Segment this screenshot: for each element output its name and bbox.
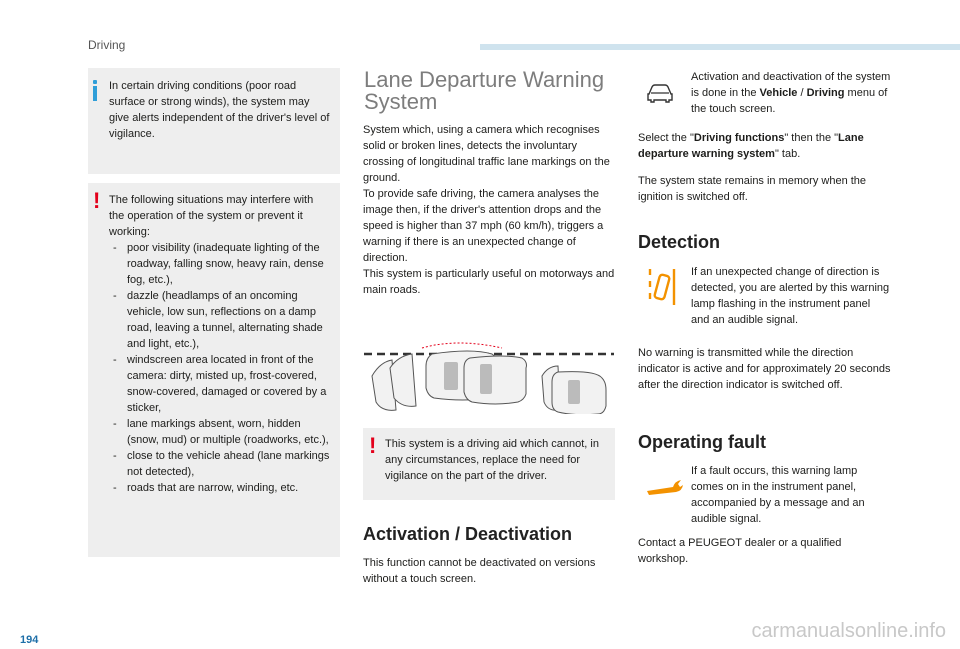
list-item: - dazzle (headlamps of an oncoming vehicle, low sun, reflections on a damp road, leaving a tunnel, alternating shade and light, etc.), — [109, 288, 331, 352]
page-title — [364, 69, 614, 113]
memory-text: The system state remains in memory when the ignition is switched off. — [638, 175, 867, 203]
list-item: - windscreen area located in front of the camera: dirty, misted up, frost-covered, snow-covered, damaged or covered by a sticker, — [109, 352, 331, 416]
intro-paragraph: System which, using a camera which recognises solid or broken lines, detects the involuntary crossing of longitudinal traffic lane markings on the ground. — [363, 124, 610, 184]
text-fragment: / — [797, 87, 807, 99]
watermark: carmanualsonline.info — [751, 620, 946, 642]
activation-text: This function cannot be deactivated on versions without a touch screen. — [363, 557, 596, 585]
title-line-2: System — [364, 89, 438, 114]
warning-icon: ! — [369, 433, 377, 458]
text-fragment: " then the " — [784, 132, 839, 144]
detection-heading: Detection — [638, 232, 721, 252]
info-icon — [93, 80, 97, 102]
list-item: - poor visibility (inadequate lighting of the roadway, falling snow, heavy rain, dense fog, etc.), — [109, 240, 331, 288]
lane-departure-warning-lamp-icon — [646, 267, 678, 307]
driving-aid-warning-text: This system is a driving aid which cannot, in any circumstances, replace the need for vigilance on the part of the driver. — [385, 438, 599, 482]
select-tab-text — [638, 130, 894, 162]
menu-vehicle: Vehicle — [759, 87, 798, 99]
menu-driving: Driving — [806, 87, 845, 99]
lane-departure-tab-label: Lane departure warning system — [638, 132, 864, 160]
text-fragment: " tab. — [774, 148, 801, 160]
fault-text: If a fault occurs, this warning lamp comes on in the instrument panel, accompanied by a message and an audible signal. — [691, 465, 865, 525]
list-item: - lane markings absent, worn, hidden (snow, mud) or multiple (roadworks, etc.), — [109, 416, 331, 448]
contact-text: Contact a PEUGEOT dealer or a qualified workshop. — [638, 537, 842, 565]
warning-icon: ! — [93, 188, 101, 213]
activation-menu-text — [691, 69, 891, 117]
info-text: In certain driving conditions (poor road surface or strong winds), the system may give alerts independent of the driver's level of vigilance. — [109, 80, 330, 140]
title-line-1: Lane Departure Warning — [364, 67, 605, 92]
intro-text — [363, 122, 615, 298]
car-icon — [645, 82, 675, 104]
warning-intro: The following situations may interfere with the operation of the system or prevent it working: — [109, 194, 314, 238]
wrench-icon — [645, 477, 685, 497]
driving-functions-label: Driving functions — [693, 132, 785, 144]
detection-text: If an unexpected change of direction is detected, you are alerted by this warning lamp flashing in the instrument panel and an audible signal. — [691, 266, 890, 326]
header-bar — [480, 44, 960, 50]
section-label: Driving — [88, 38, 126, 52]
page-number: 194 — [20, 634, 39, 646]
text-fragment: Select the " — [638, 132, 694, 144]
list-item: - close to the vehicle ahead (lane markings not detected), — [109, 448, 331, 480]
list-item: - roads that are narrow, winding, etc. — [109, 480, 331, 496]
intro-paragraph: This system is particularly useful on motorways and main roads. — [363, 268, 615, 296]
warning-list — [109, 240, 331, 496]
intro-paragraph: To provide safe driving, the camera analyses the image then, if the driver's attention drops and the speed is higher than 37 mph (60 km/h), triggers a warning if there is an unexpected change of direction. — [363, 188, 604, 264]
operating-fault-heading: Operating fault — [638, 432, 767, 452]
activation-heading: Activation / Deactivation — [363, 524, 573, 544]
text-fragment: Activation and deactivation of the system is done in the — [691, 71, 891, 99]
lane-departure-illustration — [362, 336, 618, 414]
text-fragment: menu of the touch screen. — [691, 87, 888, 115]
no-warning-text: No warning is transmitted while the direction indicator is active and for approximately 20 seconds after the direction indicator is switched off. — [638, 347, 891, 391]
